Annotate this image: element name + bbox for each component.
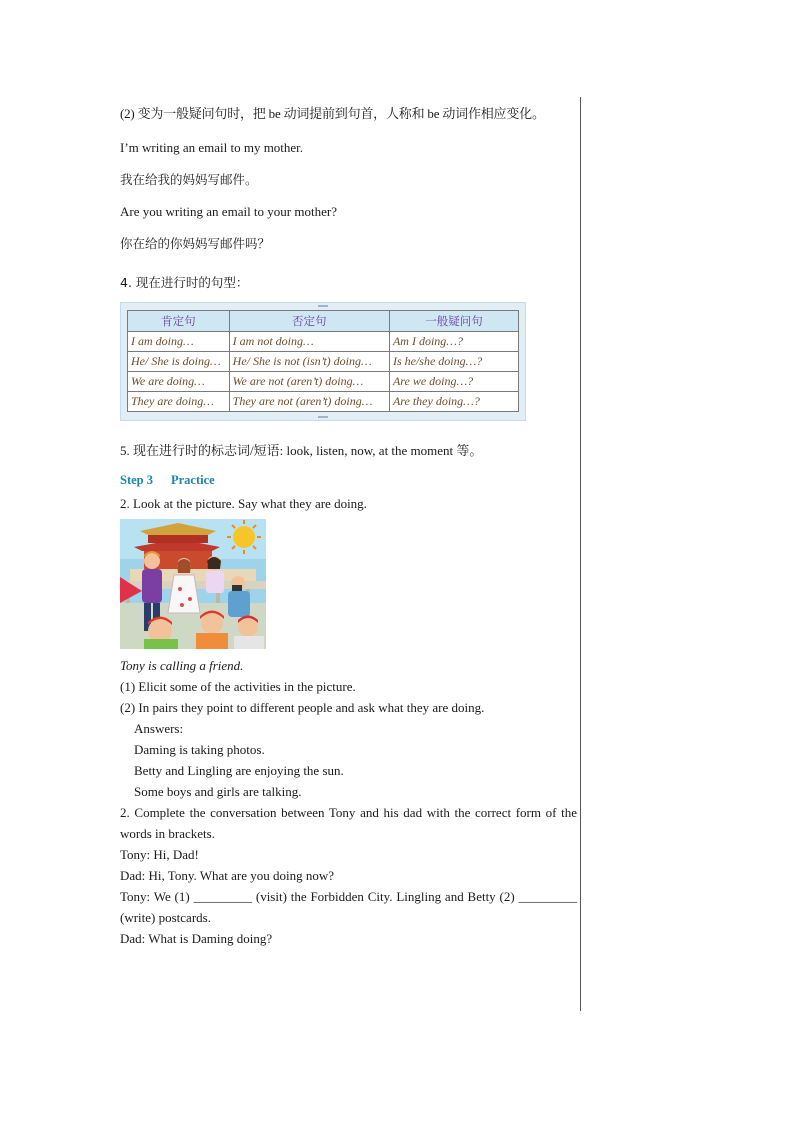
dialogue-line-4: Dad: What is Daming doing? bbox=[120, 931, 273, 946]
table-cell: We are not (aren’t) doing… bbox=[229, 372, 389, 392]
answer-1: Daming is taking photos. bbox=[134, 742, 265, 757]
table-row bbox=[128, 372, 519, 392]
answers-label: Answers: bbox=[134, 721, 184, 736]
dialogue-line-2: Dad: Hi, Tony. What are you doing now? bbox=[120, 868, 335, 883]
table-cell: Are they doing…? bbox=[389, 392, 518, 412]
table-cell: I am doing… bbox=[128, 332, 230, 352]
grammar-table-frame bbox=[120, 302, 526, 421]
forbidden-city-picture bbox=[120, 519, 266, 649]
task-1: 2. Look at the picture. Say what they are doing. bbox=[120, 496, 367, 511]
example-2-en: Are you writing an email to your mother? bbox=[120, 204, 337, 219]
table-cell: Is he/she doing…? bbox=[389, 352, 518, 372]
table-cell: Are we doing…? bbox=[389, 372, 518, 392]
col-header-affirmative: 肯定句 bbox=[128, 311, 230, 332]
table-cell: They are not (aren’t) doing… bbox=[229, 392, 389, 412]
table-row bbox=[128, 352, 519, 372]
answer-2: Betty and Lingling are enjoying the sun. bbox=[134, 763, 344, 778]
table-row bbox=[128, 332, 519, 352]
step-heading bbox=[120, 473, 577, 488]
example-1-en: I’m writing an email to my mother. bbox=[120, 140, 304, 155]
example-2-zh: 你在给的你妈妈写邮件吗？ bbox=[120, 236, 271, 251]
task-2: 2. Complete the conversation between Tony and his dad with the correct form of the words in brackets. bbox=[120, 805, 577, 841]
table-cell: He/ She is doing… bbox=[128, 352, 230, 372]
table-cell: He/ She is not (isn’t) doing… bbox=[229, 352, 389, 372]
item-1: (1) Elicit some of the activities in the picture. bbox=[120, 679, 356, 694]
example-1-zh: 我在给我的妈妈写邮件。 bbox=[120, 172, 258, 187]
rule-text: (2) 变为一般疑问句时，把 be 动词提前到句首，人称和 be 动词作相应变化。 bbox=[120, 106, 545, 121]
page-margin-line bbox=[580, 97, 581, 1011]
table-cell: They are doing… bbox=[128, 392, 230, 412]
dialogue-line-1: Tony: Hi, Dad! bbox=[120, 847, 199, 862]
step-title: Practice bbox=[171, 473, 215, 487]
resize-handle-bottom[interactable] bbox=[318, 416, 328, 418]
picture-caption: Tony is calling a friend. bbox=[120, 658, 244, 673]
resize-handle-top[interactable] bbox=[318, 305, 328, 307]
col-header-negative: 否定句 bbox=[229, 311, 389, 332]
dialogue-line-3: Tony: We (1) _________ (visit) the Forbidden City. Lingling and Betty (2) _________ (write) postcards. bbox=[120, 889, 577, 925]
section-4-heading: 4. 现在进行时的句型： bbox=[120, 275, 249, 290]
answer-3: Some boys and girls are talking. bbox=[134, 784, 302, 799]
grammar-table bbox=[127, 310, 519, 412]
col-header-question: 一般疑问句 bbox=[389, 311, 518, 332]
table-cell: Am I doing…? bbox=[389, 332, 518, 352]
item-2: (2) In pairs they point to different people and ask what they are doing. bbox=[120, 700, 485, 715]
section-5-text: 5. 现在进行时的标志词/短语: look, listen, now, at the moment 等。 bbox=[120, 443, 483, 458]
step-label: Step 3 bbox=[120, 473, 153, 487]
document-body bbox=[120, 104, 577, 949]
table-cell: We are doing… bbox=[128, 372, 230, 392]
table-row bbox=[128, 392, 519, 412]
table-cell: I am not doing… bbox=[229, 332, 389, 352]
